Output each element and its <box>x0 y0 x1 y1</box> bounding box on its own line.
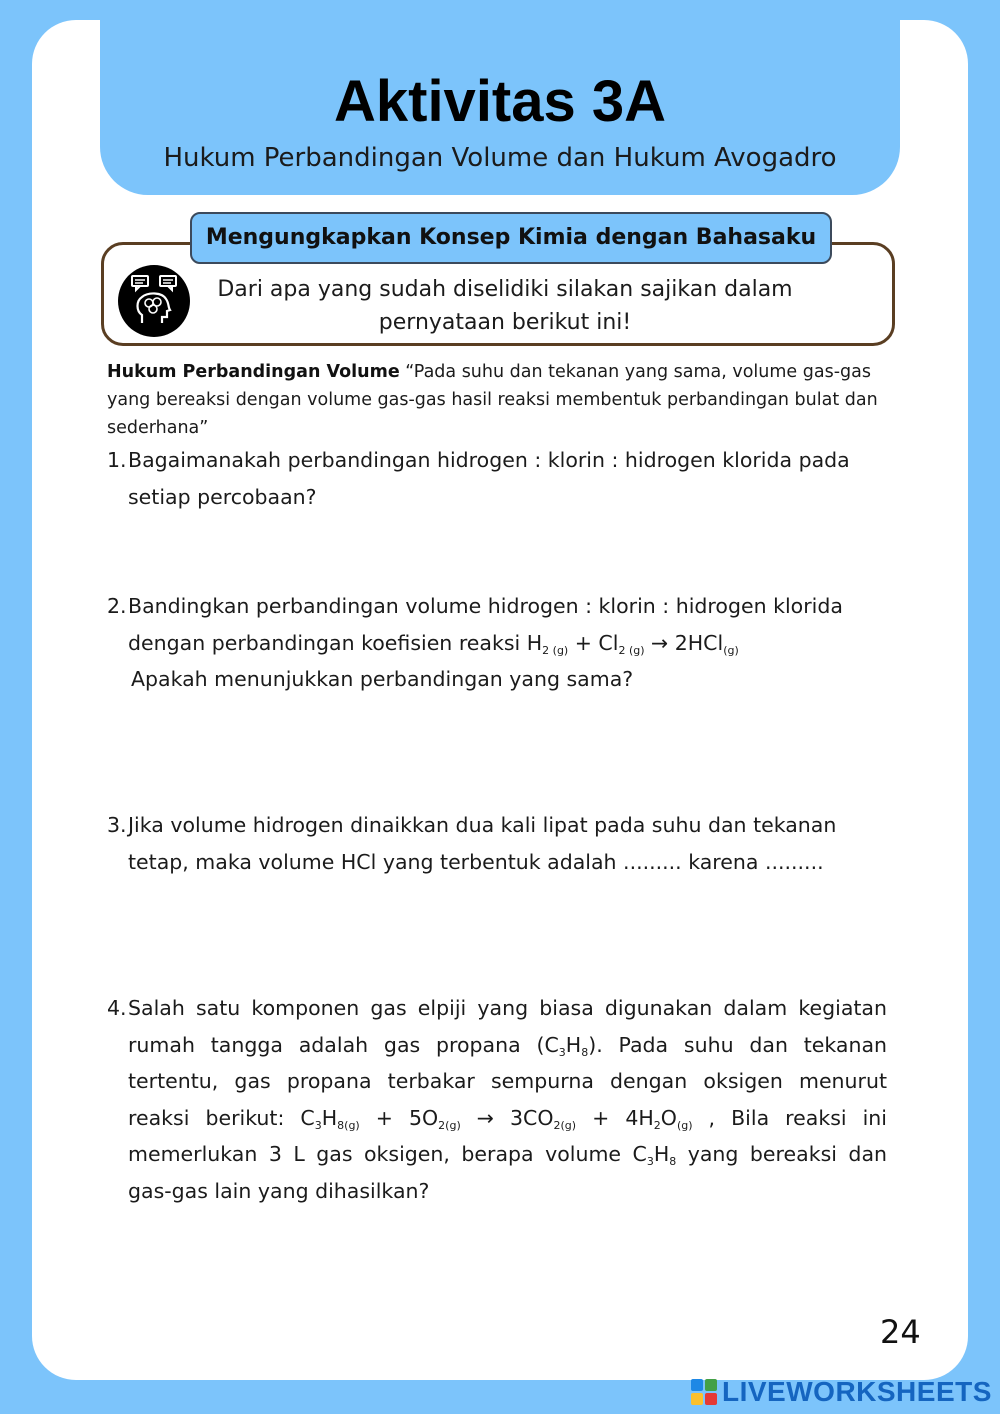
question-3 <box>107 807 887 880</box>
concept-tab-label: Mengungkapkan Konsep Kimia dengan Bahasaku <box>190 212 832 264</box>
question-text: Salah satu komponen gas elpiji yang biasa digunakan dalam kegiatan rumah tangga adalah gas propana $(C_3H_8)$. Pada suhu dan tekanan tertentu, gas propana terbakar sempurna dengan oksigen menurut reaksi berikut: $C_3H_{8(g)} + 5O_{2(g)} \to 3CO_{2(g)} + 4H_2O_{(g)}$ , Bila reaksi ini memerlukan 3 L gas oksigen, berapa volume $C_3H_8$ yang bereaksi dan gas-gas lain yang dihasilkan? <box>128 996 888 1203</box>
question-number: 3. <box>107 813 127 837</box>
concept-instruction-line2: pernyataan berikut ini! <box>378 310 632 335</box>
concept-instruction <box>205 273 805 339</box>
question-text: Jika volume hidrogen dinaikkan dua kali lipat pada suhu dan tekanan tetap, maka volume HCl yang terbentuk adalah ......... karena ......... <box>128 813 837 874</box>
law-name: Hukum Perbandingan Volume <box>107 362 400 382</box>
brand-text: LIVEWORKSHEETS <box>722 1376 992 1407</box>
question-text: Bagaimanakah perbandingan hidrogen : klorin : hidrogen klorida pada setiap percobaan? <box>128 448 850 509</box>
question-4 <box>107 990 887 1209</box>
question-1 <box>107 442 887 515</box>
page-subtitle: Hukum Perbandingan Volume dan Hukum Avogadro <box>163 143 837 173</box>
question-2 <box>107 588 887 698</box>
law-text: “Pada suhu dan tekanan yang sama, volume gas-gas yang bereaksi dengan volume gas-gas hasil reaksi membentuk perbandingan bulat dan sederhana” <box>107 362 878 438</box>
liveworksheets-brand <box>690 1374 992 1410</box>
law-statement <box>107 358 882 442</box>
brain-thinking-icon <box>118 265 190 337</box>
question-number: 2. <box>107 594 127 618</box>
page-number: 24 <box>880 1313 921 1351</box>
liveworksheets-logo-icon <box>690 1378 718 1406</box>
concept-instruction-line1: Dari apa yang sudah diselidiki silakan sajikan dalam <box>217 277 793 302</box>
question-number: 4. <box>107 996 127 1020</box>
page-title: Aktivitas 3A <box>333 69 667 134</box>
activity-header <box>100 20 900 195</box>
question-text: Bandingkan perbandingan volume hidrogen : klorin : hidrogen klorida dengan perbandingan koefisien reaksi $H_{2 (g)} + Cl_{2 (g)} \to 2HCl_{(g)}$ Apakah menunjukkan perbandingan yang sama? <box>128 594 843 691</box>
question-number: 1. <box>107 448 127 472</box>
